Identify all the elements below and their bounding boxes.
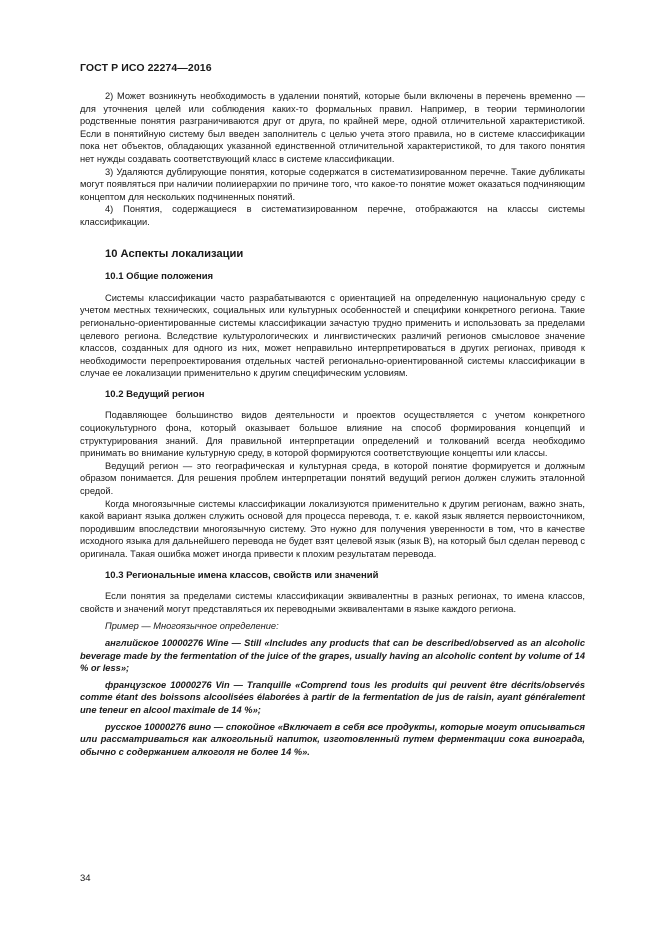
subsection-10-3-heading: 10.3 Региональные имена классов, свойств или значений — [105, 569, 379, 581]
example-lead: Пример — Многоязычное определение: — [105, 621, 279, 632]
paragraph: Когда многоязычные системы классификации локализуются применительно к другим регионам, важно знать, какой вариант языка должен служить основой для процесса перевода, т. е. какой язык является первоисточником, породившим впоследствии многоязычную систему. Это нужно для получения уверенности в том, что в качестве исходного языка для дальнейшего перевода не будет взят целевой язык (язык В), на который был сделан перевод с оригинала. Такая ошибка может иногда привести к плохим результатам перевода. — [80, 498, 585, 559]
subsection-10-1-heading: 10.1 Общие положения — [105, 271, 214, 283]
list-item-2: 2) Может возникнуть необходимость в удалении понятий, которые были включены в перечень временно — для уточнения целей или соблюдения каких-то формальных правил. Например, в теории терминологии родственные понятия разграничиваются друг от друга, по крайней мере, одной отличительной характеристикой. Если в понятийную систему был введен заполнитель с целью учета этого правила, но в системе классификации пока нет объектов, обладающих указанной единственной отличительной характеристикой, то для такого понятия нет нужды создавать соответствующий класс в системе классификации. — [80, 91, 585, 164]
example-english: английское 10000276 Wine — Still «Includes any products that can be described/observed as an alcoholic beverage made by the fermentation of the juice of the grapes, usually having an alcoholic content by volume of 14 % or less»; — [80, 637, 585, 674]
paragraph: Если понятия за пределами системы классификации эквивалентны в разных регионах, то имена классов, свойств и значений могут представляться их переводными эквивалентами в языке каждого региона. — [80, 591, 585, 614]
paragraph: Ведущий регион — это географическая и культурная среда, в которой понятие формируется и должным образом понимается. Для решения проблем интерпретации понятий ведущий регион должен служить эталонной средой. — [80, 460, 585, 497]
list-item-4: 4) Понятия, содержащиеся в систематизированном перечне, отображаются на классы системы классификации. — [80, 204, 585, 227]
page-number: 34 — [80, 873, 91, 884]
example-french: французское 10000276 Vin — Tranquille «Comprend tous les produits qui peuvent être décrits/observés comme étant des boissons alcoolisées élaborées à partir de la fermentation de jus de raisin, ayant généralement une teneur en alcool maximale de 14 %»; — [80, 679, 585, 715]
paragraph: Системы классификации часто разрабатываются с ориентацией на определенную национальную среду с учетом местных технических, социальных или культурных особенностей и специфики конкретного региона. Такие регионально-ориентированные системы классификации зачастую трудно применить и использовать за пределами целевого региона. Вследствие культурологических и лингвистических различий регионов смысловое значение классов, созданных для одного из них, может неправильно интерпретироваться в других регионах, приводя к необходимости перепроектирования отдельных частей регионально-ориентированной системы классификации в случае ее локализации применительно к другим специфическим условиям. — [80, 292, 585, 379]
example-russian: русское 10000276 вино — спокойное «Включает в себя все продукты, которые могут описываться или рассматриваться как алкогольный напиток, изготовленный путем ферментации сока винограда, обычно с содержанием алкоголя не более 14 %». — [80, 721, 585, 757]
subsection-10-2-heading: 10.2 Ведущий регион — [105, 388, 205, 400]
document-header: ГОСТ Р ИСО 22274—2016 — [80, 62, 212, 74]
paragraph: Подавляющее большинство видов деятельности и проектов осуществляется с учетом конкретного социокультурного фона, который оказывает большое влияние на способ формирования концепций и структурирования знаний. Для правильной интерпретации определений и толкований всегда необходимо принимать во внимание культурную среду, в которой формируются соответствующие концепты или классы. — [80, 410, 585, 459]
section-10-heading: 10 Аспекты локализации — [105, 247, 244, 260]
list-item-3: 3) Удаляются дублирующие понятия, которые содержатся в систематизированном перечне. Такие дубликаты могут появляться при наличии полииерархии по причине того, что какое-то понятие может оказаться подчиняющим концептом для нескольких подчиненных понятий. — [80, 166, 585, 202]
page-body — [80, 90, 585, 758]
